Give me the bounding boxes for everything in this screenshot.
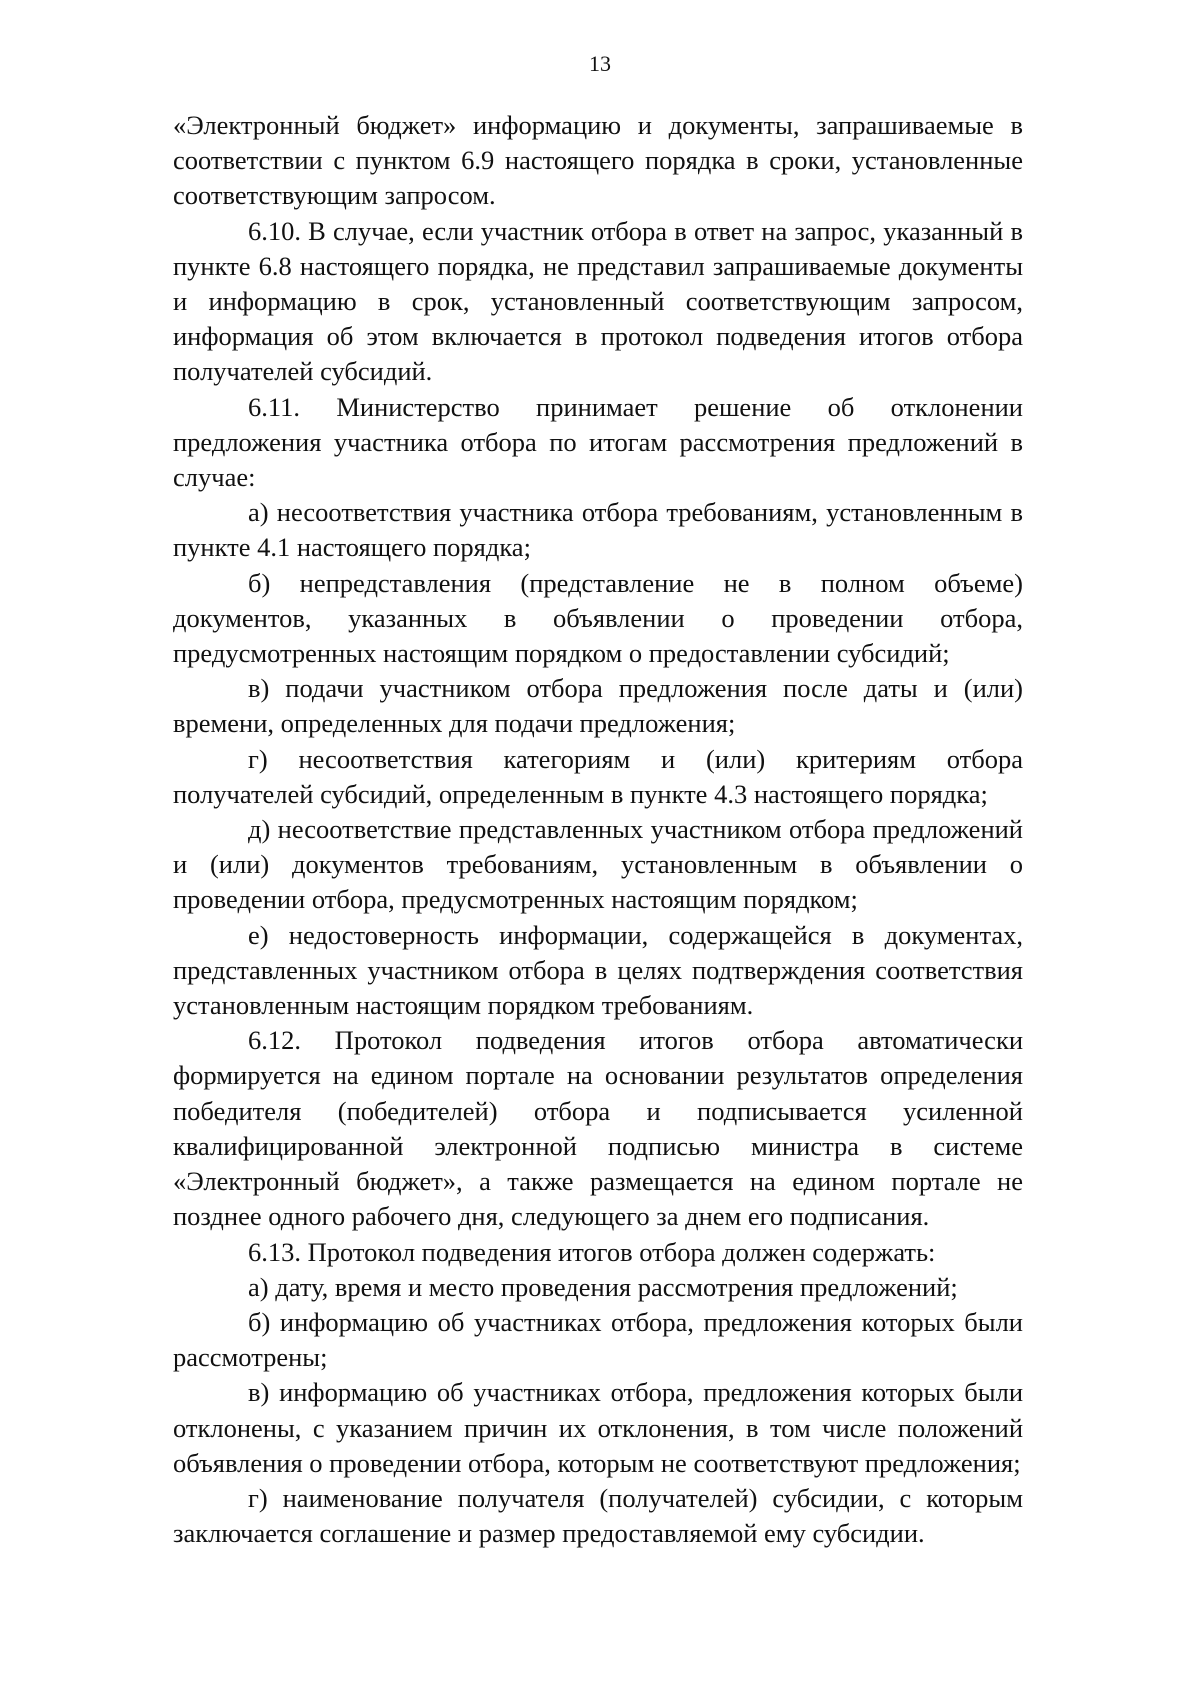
list-item-g: г) несоответствия категориям и (или) критериям отбора получателей субсидий, определенным в пункте 4.3 настоящего порядка;	[173, 743, 1023, 809]
list-item-a: а) несоответствия участника отбора требованиям, установленным в пункте 4.1 настоящего порядка;	[173, 497, 1023, 563]
list-item-e: е) недостоверность информации, содержащейся в документах, представленных участником отбора в целях подтверждения соответствия установленным настоящим порядком требованиям.	[173, 919, 1023, 1021]
protocol-item-a: а) дату, время и место проведения рассмотрения предложений;	[248, 1271, 958, 1302]
protocol-item-b: б) информацию об участниках отбора, предложения которых были рассмотрены;	[173, 1306, 1023, 1373]
paragraph-6-11: 6.11. Министерство принимает решение об отклонении предложения участника отбора по итогам рассмотрения предложений в случае:	[173, 391, 1023, 493]
paragraph-6-12: 6.12. Протокол подведения итогов отбора автоматически формируется на едином портале на основании результатов определения победителя (победителей) отбора и подписывается усиленной квалифицированной электронной подписью министра в системе «Электронный бюджет», а также размещается на едином портале не позднее одного рабочего дня, следующего за днем его подписания.	[173, 1025, 1023, 1232]
list-item-b: б) непредставления (представление не в полном объеме) документов, указанных в объявлении о проведении отбора, предусмотренных настоящим порядком о предоставлении субсидий;	[173, 567, 1023, 669]
paragraph-6-10: 6.10. В случае, если участник отбора в ответ на запрос, указанный в пункте 6.8 настоящего порядка, не представил запрашиваемые документы и информацию в срок, установленный соответствующим запросом, информация об этом включается в протокол подведения итогов отбора получателей субсидий.	[173, 215, 1023, 387]
protocol-item-g: г) наименование получателя (получателей) субсидии, с которым заключается соглашение и размер предоставляемой ему субсидии.	[173, 1482, 1023, 1549]
document-body	[173, 108, 1023, 1551]
paragraph-6-13: 6.13. Протокол подведения итогов отбора должен содержать:	[248, 1236, 936, 1267]
list-item-d: д) несоответствие представленных участником отбора предложений и (или) документов требованиям, установленным в объявлении о проведении отбора, предусмотренных настоящим порядком;	[173, 814, 1023, 915]
protocol-item-v: в) информацию об участниках отбора, предложения которых были отклонены, с указанием причин их отклонения, в том числе положений объявления о проведении отбора, которым не соответствуют предложения;	[173, 1377, 1023, 1478]
list-item-v: в) подачи участником отбора предложения после даты и (или) времени, определенных для подачи предложения;	[173, 673, 1023, 739]
page-number: 13	[589, 51, 611, 76]
paragraph-continuation: «Электронный бюджет» информацию и документы, запрашиваемые в соответствии с пунктом 6.9 настоящего порядка в сроки, установленные соответствующим запросом.	[173, 110, 1023, 211]
